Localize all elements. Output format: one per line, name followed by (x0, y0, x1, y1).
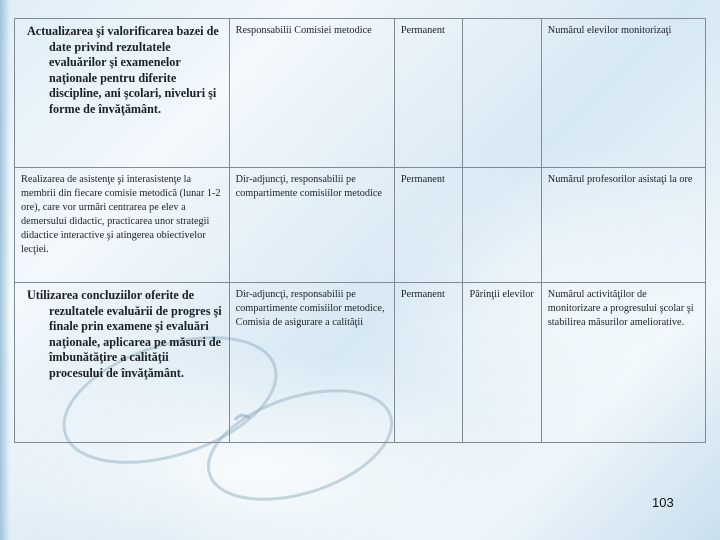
indicator-cell: Numărul elevilor monitorizaţi (541, 19, 705, 168)
page-number: 103 (652, 495, 674, 510)
table-row (15, 168, 706, 283)
indicator-cell: Numărul profesorilor asistaţi la ore (541, 168, 705, 283)
activity-cell: Utilizarea concluziilor oferite de rezultatele evaluării de progres şi finale prin examene şi evaluări naţionale, aplicarea pe măsuri de îmbunătăţire a calităţii procesului de învăţământ. (15, 283, 230, 443)
term-cell: Permanent (394, 283, 463, 443)
activity-cell: Realizarea de asistenţe şi interasistenţe la membrii din fiecare comisie metodică (lunar 1-2 ore), care vor urmări centrarea pe elev a demersului didactic, practicarea unor strategii didactice interactive şi atingerea obiectivelor lecţiei. (15, 168, 230, 283)
table-row (15, 283, 706, 443)
indicator-cell: Numărul activităţilor de monitorizare a progresului şcolar şi stabilirea măsurilor ameliorative. (541, 283, 705, 443)
activity-table (14, 18, 706, 443)
responsible-cell: Dir-adjuncţi, responsabilii pe compartimente comisiilor metodice (229, 168, 394, 283)
table-row (15, 19, 706, 168)
responsible-extra-text: Comisia de asigurare a calităţii (235, 317, 364, 328)
page-edge-shade (0, 0, 10, 540)
responsible-text: Dir-adjuncţi, responsabilii pe compartimente comisiilor metodice, (235, 289, 385, 314)
partners-cell (463, 19, 541, 168)
partners-cell (463, 168, 541, 283)
activity-cell: Actualizarea şi valorificarea bazei de date privind rezultatele evaluărilor şi examenelor naţionale pentru diferite discipline, ani şcolari, niveluri şi forme de învăţământ. (15, 19, 230, 168)
responsible-cell: Responsabilii Comisiei metodice (229, 19, 394, 168)
term-cell: Permanent (394, 168, 463, 283)
partners-cell: Părinţii elevilor (463, 283, 541, 443)
responsible-cell (229, 283, 394, 443)
term-cell: Permanent (394, 19, 463, 168)
